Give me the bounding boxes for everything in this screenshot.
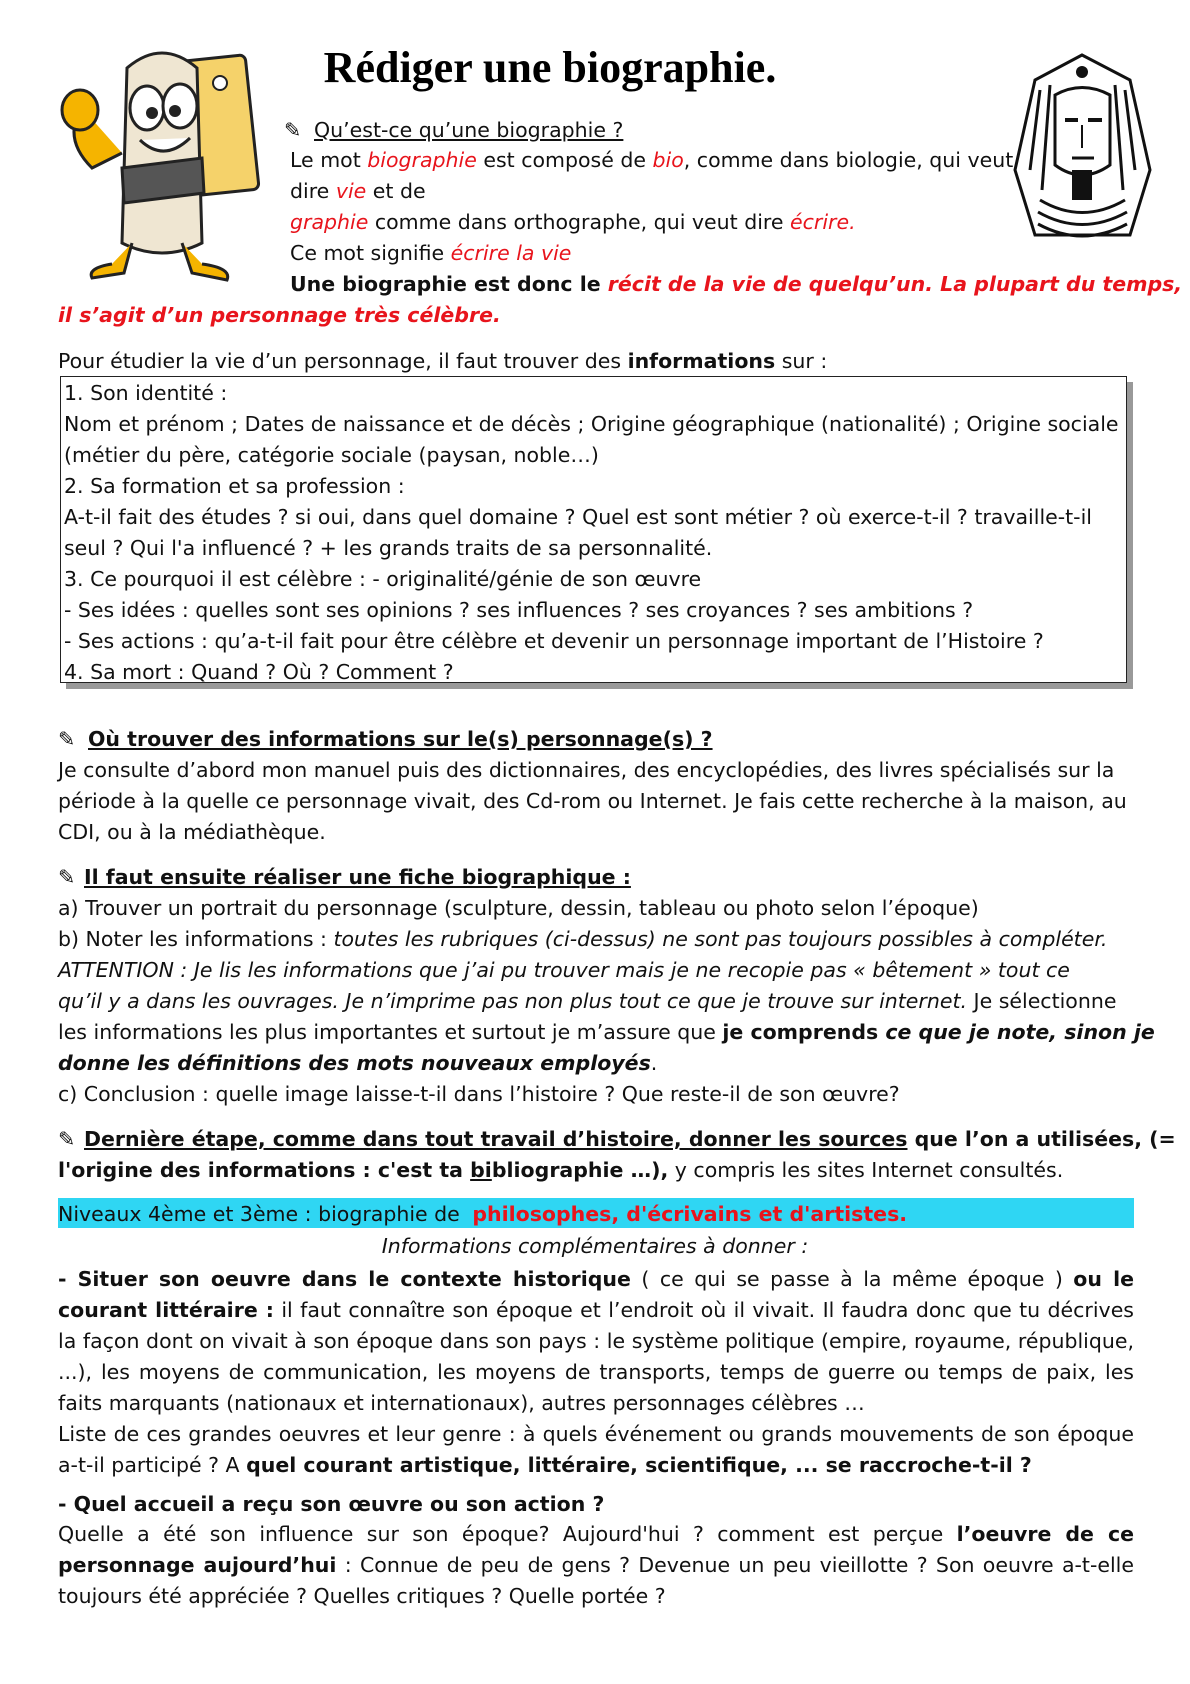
- body-line: période à la quelle ce personnage vivait, des Cd-rom ou Internet. Je fais cette recherche à la maison, au: [58, 789, 1127, 813]
- scroll-mascot-illustration: [52, 28, 282, 288]
- attention-line: donne les définitions des mots nouveaux employés.: [58, 1051, 658, 1075]
- definition-summary: Une biographie est donc le récit de la vie de quelqu’un. La plupart du temps,: [290, 272, 1183, 296]
- pencil-arrow-icon: ✎: [58, 727, 76, 751]
- definition-line: graphie comme dans orthographe, qui veut dire écrire.: [290, 210, 856, 234]
- checklist-line: - Ses actions : qu’a-t-il fait pour être célèbre et devenir un personnage important de l’Histoire ?: [64, 629, 1044, 653]
- body-line: CDI, ou à la médiathèque.: [58, 820, 326, 844]
- body-line: Je consulte d’abord mon manuel puis des dictionnaires, des encyclopédies, des livres spécialisés sur la: [58, 758, 1115, 782]
- definition-line: dire vie et de: [290, 179, 426, 203]
- pencil-arrow-icon: ✎: [58, 865, 76, 889]
- sources-line: l'origine des informations : c'est ta bibliographie …), y compris les sites Internet consultés.: [58, 1158, 1064, 1182]
- checklist-line: 1. Son identité :: [64, 381, 228, 405]
- page-title: Rédiger une biographie.: [323, 43, 777, 92]
- complement-title: Informations complémentaires à donner :: [381, 1234, 809, 1258]
- levels-line: Niveaux 4ème et 3ème : biographie de philosophes, d'écrivains et d'artistes.: [58, 1202, 908, 1226]
- attention-line: les informations les plus importantes et surtout je m’assure que je comprends ce que je note, sinon je: [58, 1020, 1155, 1044]
- checklist-line: A-t-il fait des études ? si oui, dans quel domaine ? Quel est sont métier ? où exerce-t-il ? travaille-t-il: [64, 505, 1092, 529]
- pencil-arrow-icon: ✎: [58, 1127, 76, 1151]
- definition-line: Ce mot signifie écrire la vie: [290, 241, 572, 265]
- checklist-line: 2. Sa formation et sa profession :: [64, 474, 405, 498]
- checklist-line: seul ? Qui l'a influencé ? + les grands traits de sa personnalité.: [64, 536, 713, 560]
- checklist-line: Nom et prénom ; Dates de naissance et de décès ; Origine géographique (nationalité) ; Origine sociale: [64, 412, 1119, 436]
- pencil-arrow-icon: ✎: [284, 118, 302, 142]
- body-line: b) Noter les informations : toutes les rubriques (ci-dessus) ne sont pas toujours possibles à compléter.: [58, 927, 1108, 951]
- attention-line: ATTENTION : Je lis les informations que j’ai pu trouver mais je ne recopie pas « bêtement » tout ce: [58, 958, 1070, 982]
- sources-line: ✎ Dernière étape, comme dans tout travail d’histoire, donner les sources que l’on a utilisées, (=: [58, 1127, 1176, 1151]
- checklist-line: - Ses idées : quelles sont ses opinions ? ses influences ? ses croyances ? ses ambitions ?: [64, 598, 974, 622]
- reception-heading: - Quel accueil a reçu son œuvre ou son action ?: [58, 1492, 605, 1516]
- checklist-line: 3. Ce pourquoi il est célèbre : - originalité/génie de son œuvre: [64, 567, 702, 591]
- intro-line: Pour étudier la vie d’un personnage, il faut trouver des informations sur :: [58, 349, 828, 373]
- definition-summary-end: il s’agit d’un personnage très célèbre.: [58, 303, 501, 327]
- checklist-line: (métier du père, catégorie sociale (paysan, noble…): [64, 443, 599, 467]
- attention-line: qu’il y a dans les ouvrages. Je n’imprime pas non plus tout ce que je trouve sur internet. Je sélectionne: [58, 989, 1117, 1013]
- works-paragraph: Liste de ces grandes oeuvres et leur genre : à quels événement ou grands mouvements de son époque a-t-il participé ? A quel courant artistique, littéraire, scientifique, ... se raccroche-t-il ?: [58, 1422, 1134, 1477]
- pharaoh-mask-illustration: [1010, 50, 1155, 250]
- section-heading-fiche: ✎ Il faut ensuite réaliser une fiche biographique :: [58, 865, 631, 889]
- checklist-line: 4. Sa mort : Quand ? Où ? Comment ?: [64, 660, 454, 684]
- body-line: c) Conclusion : quelle image laisse-t-il dans l’histoire ? Que reste-il de son œuvre?: [58, 1082, 900, 1106]
- information-checklist-box: [60, 376, 1127, 683]
- context-paragraph: - Situer son oeuvre dans le contexte historique ( ce qui se passe à la même époque ) ou le courant littéraire : il faut connaître son époque et l’endroit où il vivait. Il faudra donc que tu décrives la façon dont on vivait à son époque dans son pays : le système politique (empire, royaume, république, ...), les moyens de communication, les moyens de transports, temps de guerre ou temps de paix, les faits marquants (nationaux et internationaux), autres personnages célèbres …: [58, 1267, 1134, 1415]
- section-heading-where: ✎ Où trouver des informations sur le(s) personnage(s) ?: [58, 727, 713, 751]
- reception-paragraph: Quelle a été son influence sur son époque? Aujourd'hui ? comment est perçue l’oeuvre de ce personnage aujourd’hui : Connue de peu de gens ? Devenue un peu vieillotte ? Son oeuvre a-t-elle toujours été appréciée ? Quelles critiques ? Quelle portée ?: [58, 1522, 1134, 1608]
- definition-line: Le mot biographie est composé de bio, comme dans biologie, qui veut: [290, 148, 1014, 172]
- section-heading-what-is: ✎ Qu’est-ce qu’une biographie ?: [284, 118, 624, 142]
- body-line: a) Trouver un portrait du personnage (sculpture, dessin, tableau ou photo selon l’époque): [58, 896, 979, 920]
